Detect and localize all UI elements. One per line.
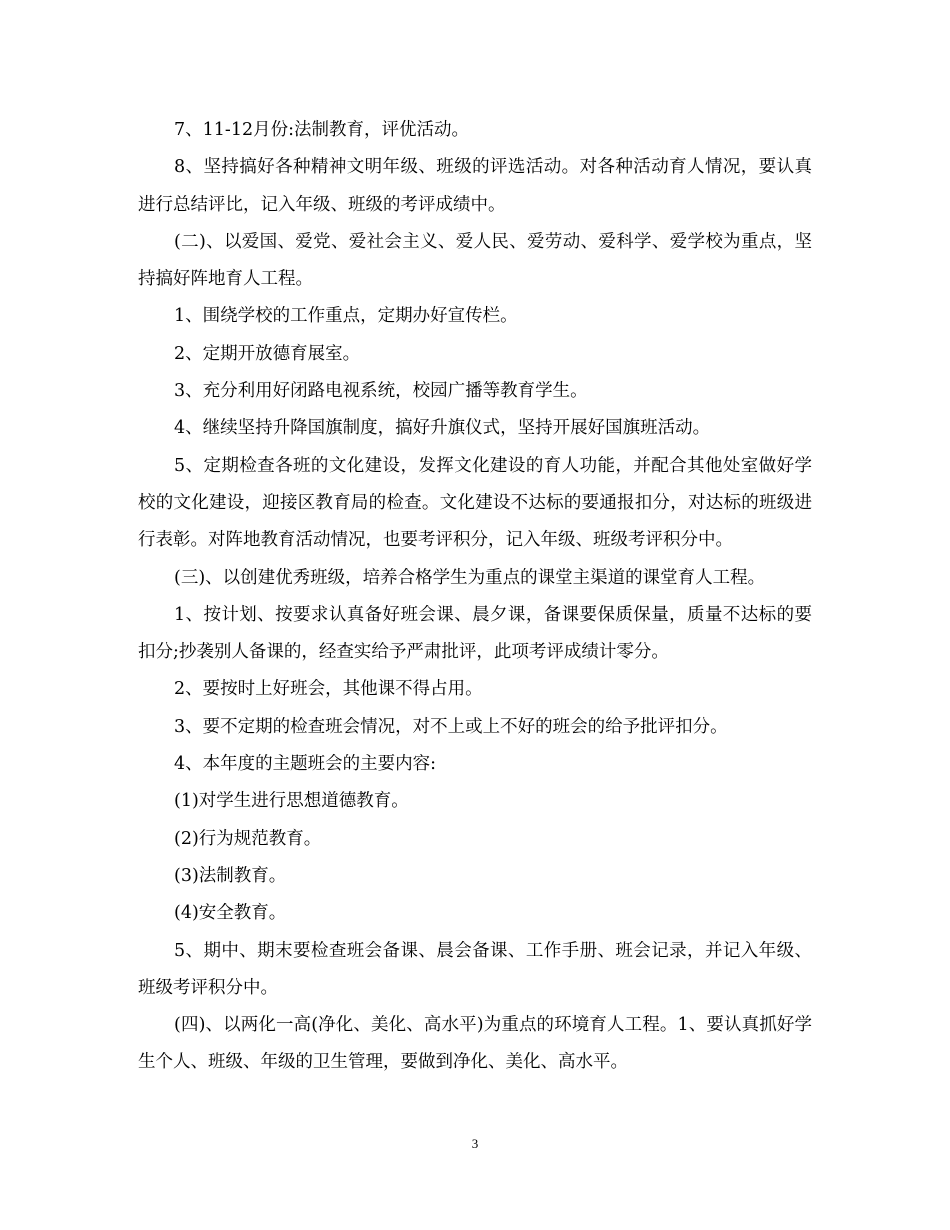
- paragraph: 8、坚持搞好各种精神文明年级、班级的评选活动。对各种活动育人情况，要认真进行总结评比，记入年级、班级的考评成绩中。: [138, 157, 812, 215]
- paragraph: 3、充分利用好闭路电视系统，校园广播等教育学生。: [174, 381, 588, 402]
- section-heading: (三)、以创建优秀班级，培养合格学生为重点的课堂主渠道的课堂育人工程。: [174, 567, 766, 588]
- page-number: 3: [471, 1136, 479, 1151]
- paragraph: 2、要按时上好班会，其他课不得占用。: [174, 679, 483, 700]
- document-body: [138, 112, 812, 1082]
- list-item: (4)安全教育。: [174, 903, 287, 924]
- list-item: (3)法制教育。: [174, 865, 287, 886]
- list-item: (2)行为规范教育。: [174, 828, 322, 849]
- paragraph: 3、要不定期的检查班会情况，对不上或上不好的班会的给予批评扣分。: [174, 716, 728, 737]
- paragraph: 4、本年度的主题班会的主要内容:: [174, 754, 437, 775]
- list-item: (1)对学生进行思想道德教育。: [174, 791, 409, 812]
- paragraph: 5、定期检查各班的文化建设，发挥文化建设的育人功能，并配合其他处室做好学校的文化建设，迎接区教育局的检查。文化建设不达标的要通报扣分，对达标的班级进行表彰。对阵地教育活动情况，也要考评积分，记入年级、班级考评积分中。: [138, 455, 812, 551]
- paragraph: 1、围绕学校的工作重点，定期办好宣传栏。: [174, 306, 518, 327]
- paragraph: 1、按计划、按要求认真备好班会课、晨夕课，备课要保质保量，质量不达标的要扣分;抄袭别人备课的，经查实给予严肃批评，此项考评成绩计零分。: [138, 604, 812, 663]
- section-heading: (二)、以爱国、爱党、爱社会主义、爱人民、爱劳动、爱科学、爱学校为重点，坚持搞好阵地育人工程。: [138, 231, 812, 290]
- paragraph: 2、定期开放德育展室。: [174, 343, 361, 364]
- section-heading: (四)、以两化一高(净化、美化、高水平)为重点的环境育人工程。1、要认真抓好学生个人、班级、年级的卫生管理，要做到净化、美化、高水平。: [138, 1015, 812, 1073]
- paragraph: 7、11-12月份:法制教育，评优活动。: [174, 120, 469, 140]
- paragraph: 5、期中、期末要检查班会备课、晨会备课、工作手册、班会记录，并记入年级、班级考评积分中。: [138, 940, 812, 998]
- paragraph: 4、继续坚持升降国旗制度，搞好升旗仪式，坚持开展好国旗班活动。: [174, 418, 711, 439]
